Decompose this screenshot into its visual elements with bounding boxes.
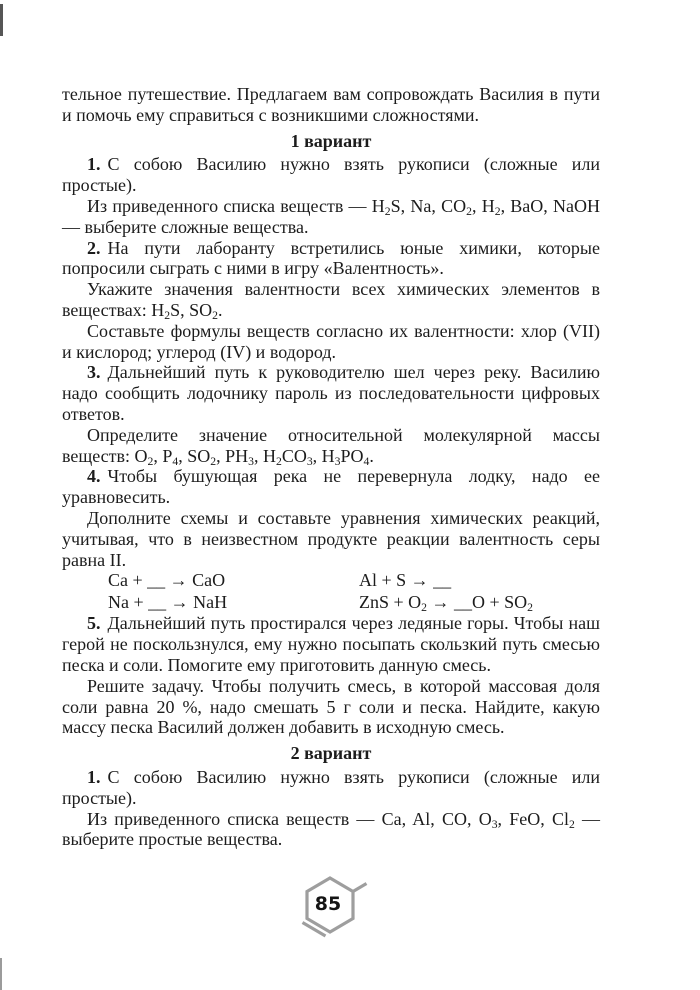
task5-number: 5. bbox=[87, 613, 101, 634]
task4-paragraph-1 bbox=[62, 466, 600, 508]
scan-artifact-top-left bbox=[0, 4, 3, 36]
task2-paragraph-1 bbox=[62, 238, 600, 280]
task4-text-2: Дополните схемы и составьте уравнения химических реакций, учитывая, что в неизвестном продукте реакции валентность серы равна II. bbox=[62, 507, 600, 570]
task1-text-1: С собою Василию нужно взять рукописи (сложные или простые). bbox=[62, 154, 600, 196]
variant2-task1-text-1: С собою Василию нужно взять рукописи (сложные или простые). bbox=[62, 766, 600, 808]
task4-text-1: Чтобы бушующая река не перевернула лодку, надо ее уравновесить. bbox=[62, 466, 600, 508]
equations-right-column bbox=[359, 570, 600, 613]
task4-number: 4. bbox=[87, 466, 101, 487]
page-text-block bbox=[62, 84, 600, 850]
task3-paragraph-1 bbox=[62, 362, 600, 424]
task2-text-3: Составьте формулы веществ согласно их валентности: хлор (VII) и кислород; углерод (IV) и водород. bbox=[62, 320, 600, 362]
variant2-task1-number: 1. bbox=[87, 766, 101, 787]
variant1-heading: 1 вариант bbox=[290, 130, 372, 151]
task1-number: 1. bbox=[87, 154, 101, 175]
equation-zns: ZnS + $O_2$ → __O + $SO_2$ bbox=[359, 591, 534, 615]
task2-text-1: На пути лаборанту встретились юные химики, которые попросили сыграть с ними в игру «Валентность». bbox=[62, 237, 600, 279]
equation-ca: Ca + __ → CaO bbox=[108, 570, 226, 591]
page-number: 85 bbox=[314, 893, 342, 915]
variant2-task1-paragraph-1 bbox=[62, 767, 600, 809]
equation-al: Al + S → __ bbox=[359, 570, 452, 591]
scan-artifact-bottom-left bbox=[0, 958, 2, 990]
task2-number: 2. bbox=[87, 237, 101, 258]
variant2-heading: 2 вариант bbox=[290, 743, 372, 764]
equations-block bbox=[108, 570, 600, 613]
task5-text-2: Решите задачу. Чтобы получить смесь, в которой массовая доля соли равна 20 %, надо смешать 5 г соли и песка. Найдите, какую массу песка Василий должен добавить в исходную смесь. bbox=[62, 675, 600, 738]
task1-paragraph-1 bbox=[62, 154, 600, 196]
task2-paragraph-2 bbox=[62, 279, 600, 321]
variant2-task1-paragraph-2 bbox=[62, 809, 600, 851]
task2-paragraph-3 bbox=[62, 321, 600, 363]
task5-paragraph-2 bbox=[62, 676, 600, 738]
task1-text-2: Из приведенного списка веществ — $H_2S$, Na, $CO_2$, $H_2$, BaO, NaOH — выберите сложные вещества. bbox=[62, 195, 601, 237]
equation-na: Na + __ → NaH bbox=[108, 591, 228, 612]
task3-number: 3. bbox=[87, 362, 101, 383]
task3-text-2: Определите значение относительной молекулярной массы веществ: $O_2$, $P_4$, $SO_2$, $PH_3$, $H_2CO_3$, $H_3PO_4$. bbox=[62, 424, 600, 469]
task5-paragraph-1 bbox=[62, 613, 600, 675]
task5-text-1: Дальнейший путь простирался через ледяные горы. Чтобы наш герой не поскользнулся, ему нужно посыпать скользкий путь смесью песка и соли. Помогите ему приготовить данную смесь. bbox=[62, 613, 600, 675]
variant2-task1-text-2: Из приведенного списка веществ — Ca, Al, CO, $O_3$, FeO, $Cl_2$ — выберите простые вещества. bbox=[62, 808, 600, 850]
intro-text: тельное путешествие. Предлагаем вам сопровождать Василия в пути и помочь ему справиться с возникшими сложностями. bbox=[62, 84, 600, 125]
task3-paragraph-2 bbox=[62, 425, 600, 467]
task2-text-2: Укажите значения валентности всех химических элементов в веществах: $H_2S$, $SO_2$. bbox=[62, 279, 600, 323]
task4-paragraph-2 bbox=[62, 508, 600, 570]
equations-left-column bbox=[108, 570, 359, 613]
intro-paragraph bbox=[62, 84, 600, 126]
task1-paragraph-2 bbox=[62, 196, 600, 238]
task3-text-1: Дальнейший путь к руководителю шел через реку. Василию надо сообщить лодочнику пароль из последовательности цифровых ответов. bbox=[62, 362, 600, 424]
page-number-badge bbox=[292, 872, 368, 938]
